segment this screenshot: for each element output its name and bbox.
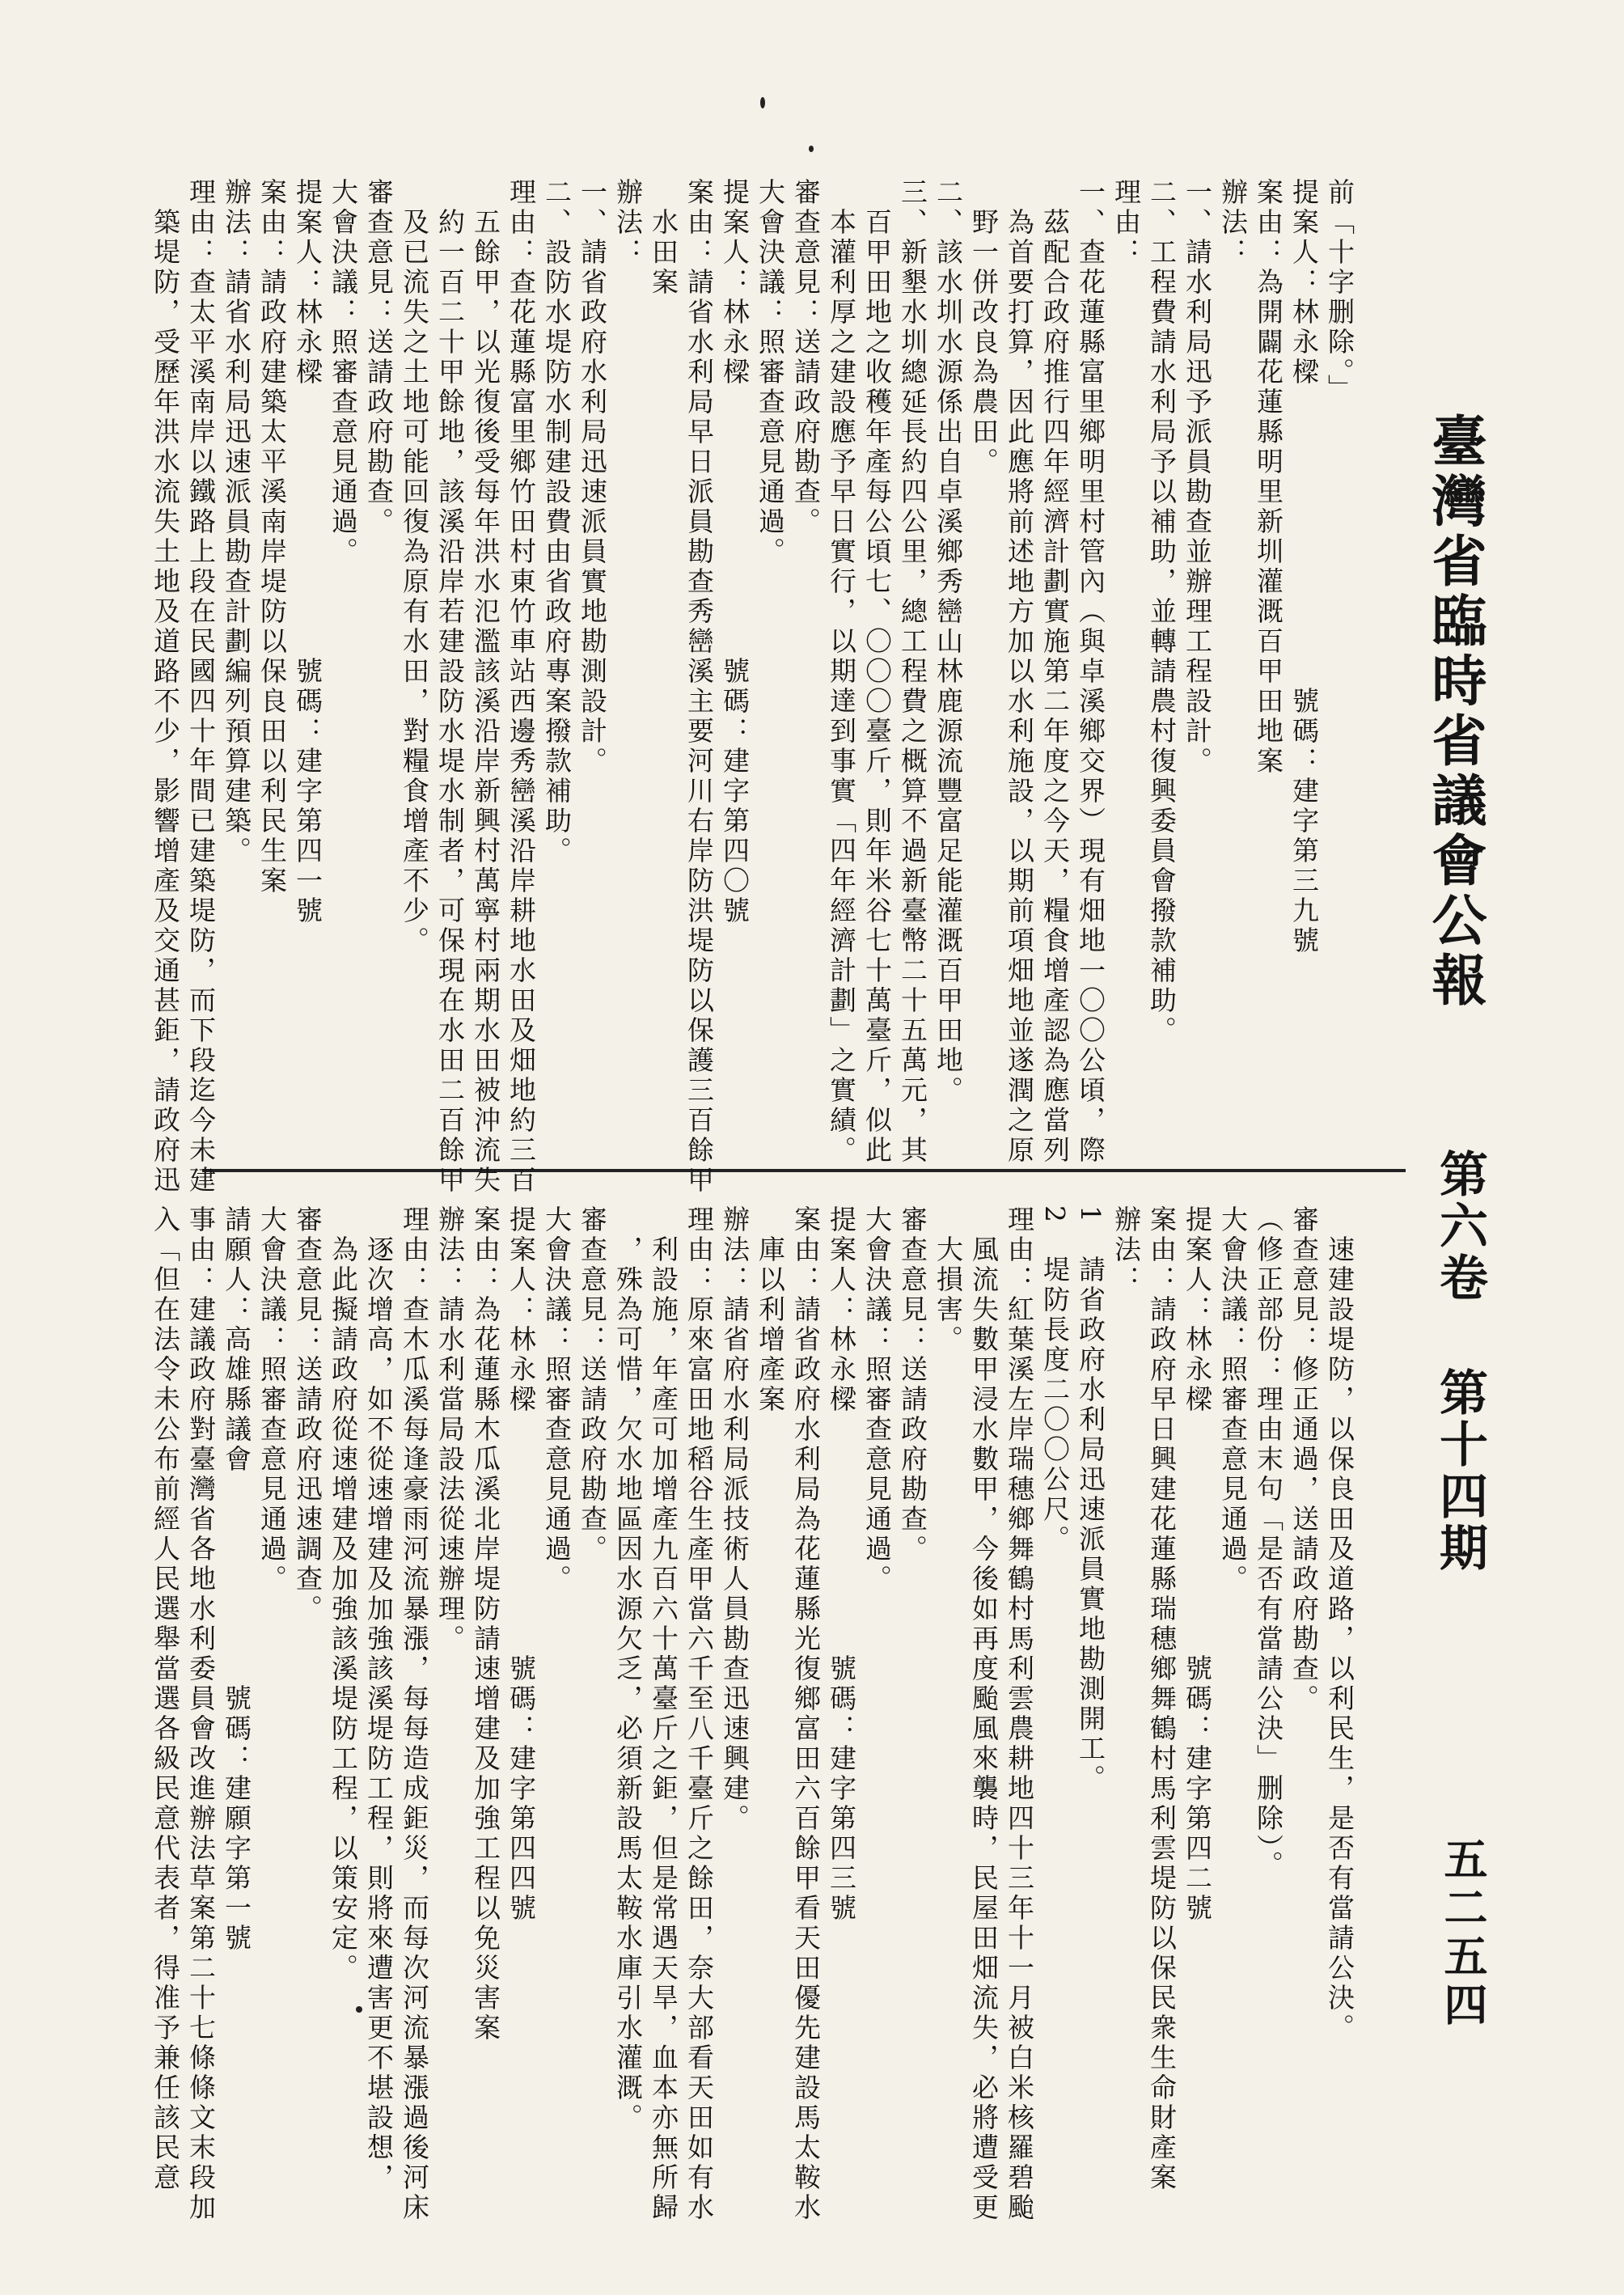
text-column: 審查意見：送請政府勘查。 xyxy=(577,1205,608,1565)
text-column: 風流失數甲浸水數甲，今後如再度颱風來襲時，民屋田畑流失，必將遭受更 xyxy=(968,1205,1000,2223)
text-column: 本灌利厚之建設應予早日實行，以期達到事實「四年經濟計劃」之實績。 xyxy=(826,178,857,1166)
text-column: 水田案 xyxy=(648,178,679,298)
text-column: 理由：原來富田地稻谷生產甲當六千至八千臺斤之餘田，奈大部看天田如有水 xyxy=(683,1205,715,2223)
text-column: 理由：查花蓮縣富里鄉竹田村東竹車站西邊秀巒溪沿岸耕地水田及畑地約三百 xyxy=(505,178,537,1196)
text-column: 請願人：高雄縣議會 號碼：建願字第一號 xyxy=(221,1205,252,1954)
text-column: 逐次增高，如不從速增建及加強該溪堤防工程，則將來遭害更不堪設想， xyxy=(363,1205,395,2193)
text-column: 審查意見：修正通過，送請政府勘查。 xyxy=(1288,1205,1320,1714)
text-column: 大會決議：照審查意見通過。 xyxy=(861,1205,893,1594)
text-column: 案由：請省水利局早日派員勘查秀巒溪主要河川右岸防洪堤防以保護三百餘甲 xyxy=(683,178,715,1196)
scan-speck xyxy=(760,97,765,108)
text-column: 前「十字删除。」 xyxy=(1324,178,1355,404)
text-column: 辦法： xyxy=(1217,178,1249,268)
text-column: 辦法： xyxy=(1110,1205,1142,1295)
text-column: 大會決議：照審查意見通過。 xyxy=(328,178,359,567)
text-column: 理由：紅葉溪左岸瑞穗鄉舞鶴村馬利雲農耕地四十三年十一月被白米核羅碧颱 xyxy=(1004,1205,1035,2223)
text-column: 二、工程費請水利局予以補助，並轉請農村復興委員會撥款補助。 xyxy=(1146,178,1178,1046)
text-column: 茲配合政府推行四年經濟計劃實施第二年度之今天，糧食增產認為應當列 xyxy=(1039,178,1071,1166)
text-column: 理由：查木瓜溪每逢豪雨河流暴漲，每每造成鉅災，而每次河流暴漲過後河床 xyxy=(399,1205,430,2223)
text-column: 提案人：林永樑 號碼：建字第四四號 xyxy=(505,1205,537,1924)
text-column: 審查意見：送請政府勘查。 xyxy=(790,178,822,537)
text-column: 及已流失之土地可能回復為原有水田，對糧食增產不少。 xyxy=(399,178,430,956)
text-column: 辦法： xyxy=(612,178,644,268)
text-column: 審查意見：送請政府勘查。 xyxy=(897,1205,928,1565)
text-column: 提案人：林永樑 號碼：建字第四三號 xyxy=(826,1205,857,1924)
running-header xyxy=(1406,154,1503,2176)
issue-label: 第十四期 xyxy=(1432,1367,1488,1574)
text-column: 審查意見：送請政府迅速調查。 xyxy=(292,1205,324,1624)
text-column: 一、請水利局迅予派員勘查並辦理工程設計。 xyxy=(1182,178,1213,777)
text-column: 案由：請政府建築太平溪南岸堤防以保良田以利民生案 xyxy=(256,178,288,896)
text-column: 大會決議：照審查意見通過。 xyxy=(755,178,786,567)
text-column: 案由：為花蓮縣木瓜溪北岸堤防請速增建及加強工程以免災害案 xyxy=(470,1205,501,2043)
text-column: 為此擬請政府從速增建及加強該溪堤防工程，以策安定。 xyxy=(328,1205,359,1984)
lower-text-block xyxy=(150,1205,1357,2223)
text-column: 三、新墾水圳總延長約四公里，總工程費之概算不過新臺幣二十五萬元，其 xyxy=(897,178,928,1166)
text-column: 案由：請政府早日興建花蓮縣瑞穗鄉舞鶴村馬利雲堤防以保民衆生命財產案 xyxy=(1146,1205,1178,2193)
text-column: 為首要打算，因此應將前述地方加以水利施設，以期前項畑地並遂潤之原 xyxy=(1004,178,1035,1166)
scan-speck xyxy=(356,2006,362,2013)
text-column: 利設施，年產可加增產九百六十萬臺斤之鉅，但是常遇天旱，血本亦無所歸 xyxy=(648,1205,679,2223)
text-column: 提案人：林永樑 號碼：建字第四二號 xyxy=(1182,1205,1213,1924)
text-column: 大會決議：照審查意見通過。 xyxy=(1217,1205,1249,1594)
text-column: 提案人：林永樑 號碼：建字第四〇號 xyxy=(719,178,751,926)
upper-text-block xyxy=(150,178,1357,1196)
text-column: （修正部份：理由末句「是否有當請公決」删除）。 xyxy=(1253,1205,1284,1881)
text-column: 辦法：請省水利局迅速派員勘查計劃編列預算建築。 xyxy=(221,178,252,866)
text-column: 入「但在法令未公布前經人民選舉當選各級民意代表者，得准予兼任該民意 xyxy=(150,1205,181,2193)
publication-title: 臺灣省臨時省議會公報 xyxy=(1423,413,1487,1011)
text-column: 築堤防，受歷年洪水流失土地及道路不少，影響增產及交通甚鉅，請政府迅 xyxy=(150,178,181,1196)
text-column: ，殊為可惜，欠水地區因水源欠乏，必須新設馬太鞍水庫引水灌溉。 xyxy=(612,1205,644,2133)
text-column: 辦法：請水利當局設法從速辦理。 xyxy=(434,1205,466,1654)
text-column: 1 請省政府水利局迅速派員實地勘測開工。 xyxy=(1075,1205,1106,1794)
text-column: 提案人：林永樑 號碼：建字第四一號 xyxy=(292,178,324,926)
text-column: 2 堤防長度二〇〇公尺。 xyxy=(1039,1205,1071,1555)
text-column: 事由：建議政府對臺灣省各地水利委員會改進辦法草案第二十七條條文末段加 xyxy=(185,1205,217,2223)
text-column: 速建設堤防，以保良田及道路，以利民生，是否有當請公決。 xyxy=(1324,1205,1355,2043)
text-column: 大會決議：照審查意見通過。 xyxy=(541,1205,573,1594)
text-column: 審查意見：送請政府勘查。 xyxy=(363,178,395,537)
text-column: 辦法：請省府水利局派技術人員勘查迅速興建。 xyxy=(719,1205,751,1834)
text-column: 提案人：林永樑 號碼：建字第三九號 xyxy=(1288,178,1320,956)
text-column: 二、該水圳水源係出自卓溪鄉秀巒山林鹿源流豐富足能灌溉百甲田地。 xyxy=(933,178,964,1106)
text-column: 百甲田地之收穫年產每公頃七、〇〇〇臺斤，則年米谷七十萬臺斤，似此 xyxy=(861,178,893,1166)
text-column: 大會決議：照審查意見通過。 xyxy=(256,1205,288,1594)
text-column: 案由：為開闢花蓮縣明里新圳灌溉百甲田地案 xyxy=(1253,178,1284,777)
text-column: 大損害。 xyxy=(933,1205,964,1355)
scan-speck xyxy=(809,146,814,152)
text-column: 一、查花蓮縣富里鄉明里村管內（與卓溪鄉交界）現有畑地一〇〇公頃，際 xyxy=(1075,178,1106,1166)
text-column: 約一百二十甲餘地，該溪沿岸若建設防水堤水制者，可保現在水田二百餘甲 xyxy=(434,178,466,1196)
text-column: 理由：查太平溪南岸以鐵路上段在民國四十年間已建築堤防，而下段迄今未建 xyxy=(185,178,217,1196)
text-column: 二、設防水堤防水制建設費由省政府專案撥款補助。 xyxy=(541,178,573,866)
text-column: 野一併改良為農田。 xyxy=(968,178,1000,477)
text-column: 庫以利增產案 xyxy=(755,1205,786,1415)
volume-label: 第六卷 xyxy=(1432,1149,1488,1304)
text-column: 一、請省政府水利局迅速派員實地勘測設計。 xyxy=(577,178,608,777)
text-column: 五餘甲，以光復後受每年洪水氾濫該溪沿岸新興村萬寧村兩期水田被沖流失 xyxy=(470,178,501,1196)
section-divider xyxy=(202,1169,1406,1172)
page-number: 五二五四 xyxy=(1437,1836,1489,2030)
text-column: 案由：請省政府水利局為花蓮縣光復鄉富田六百餘甲看天田優先建設馬太鞍水 xyxy=(790,1205,822,2223)
text-column: 理由： xyxy=(1110,178,1142,268)
